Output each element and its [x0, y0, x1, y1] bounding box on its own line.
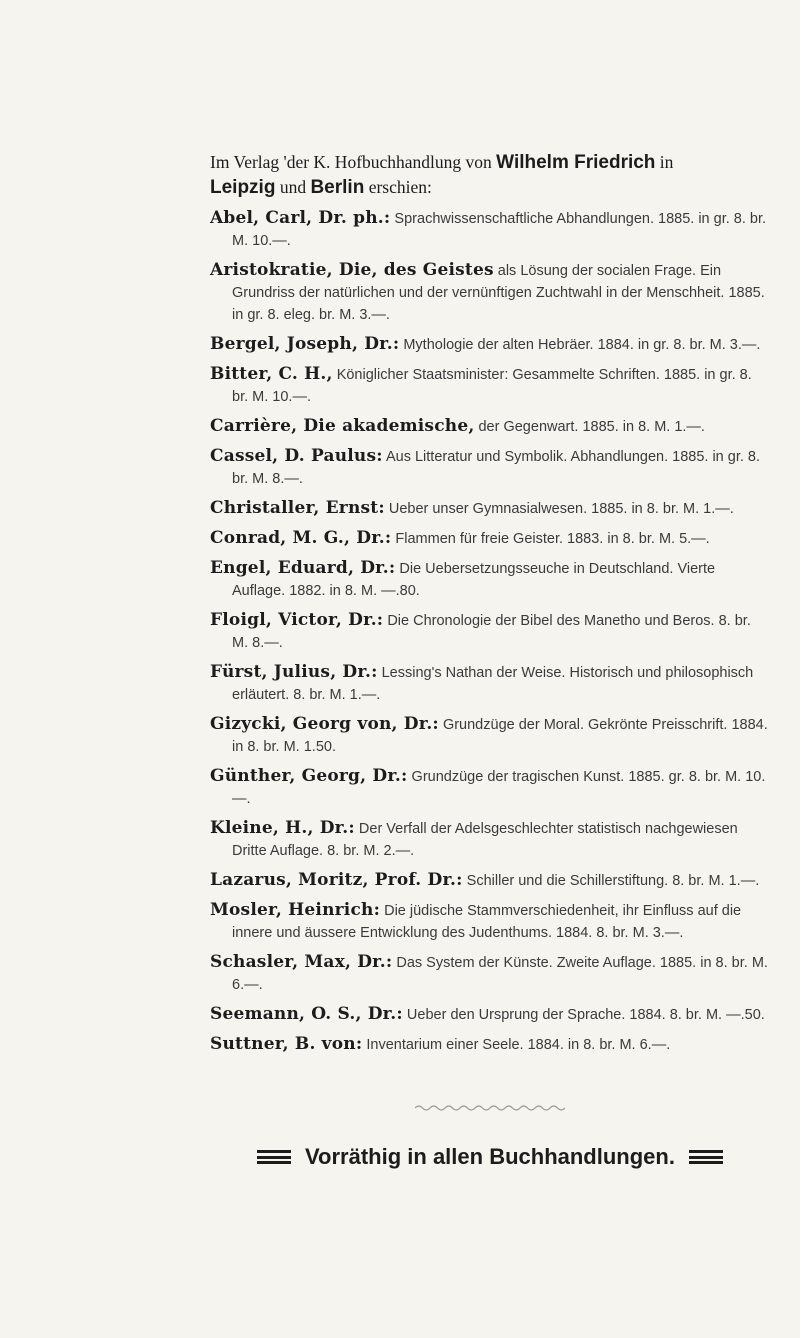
entry-description: Ueber den Ursprung der Sprache. 1884. 8. br. M. —.50. — [402, 1007, 765, 1023]
book-entry — [210, 528, 770, 550]
book-entry — [210, 558, 770, 602]
book-entry — [210, 662, 770, 706]
entry-description: Lessing's Nathan der Weise. Historisch und philosophisch erläutert. 8. br. M. 1.—. — [232, 665, 754, 703]
entry-description: Die Chronologie der Bibel des Manetho und Beros. 8. br. M. 8.—. — [232, 613, 751, 651]
triple-rule-right-icon — [689, 1150, 723, 1164]
entry-author: Seemann, O. S., Dr.: — [210, 1004, 403, 1024]
entry-author: Floigl, Victor, Dr.: — [210, 610, 384, 630]
triple-rule-left-icon — [257, 1150, 291, 1164]
availability-footer — [210, 1144, 770, 1170]
advertisement-page — [210, 150, 770, 1170]
book-entry — [210, 1004, 770, 1026]
entry-description: Inventarium einer Seele. 1884. in 8. br. M. 6.—. — [362, 1037, 671, 1053]
intro-suffix: erschien: — [364, 177, 432, 197]
book-entry — [210, 870, 770, 892]
entry-author: Kleine, H., Dr.: — [210, 818, 355, 838]
publisher-name: Wilhelm Friedrich — [496, 152, 656, 173]
entry-author: Lazarus, Moritz, Prof. Dr.: — [210, 870, 463, 890]
entry-author: Christaller, Ernst: — [210, 498, 385, 518]
entry-description: Flammen für freie Geister. 1883. in 8. br. M. 5.—. — [391, 531, 710, 547]
entry-author: Schasler, Max, Dr.: — [210, 952, 393, 972]
book-entry — [210, 208, 770, 252]
footer-text: Vorräthig in allen Buchhandlungen. — [305, 1144, 675, 1169]
intro-und: und — [275, 177, 311, 197]
entry-author: Suttner, B. von: — [210, 1034, 363, 1054]
entry-description: Königlicher Staatsminister: Gesammelte Schriften. 1885. in gr. 8. br. M. 10.—. — [232, 367, 752, 405]
book-list — [210, 208, 770, 1056]
publisher-intro — [210, 150, 770, 200]
entry-author: Fürst, Julius, Dr.: — [210, 662, 378, 682]
entry-author: Cassel, D. Paulus: — [210, 446, 383, 466]
entry-description: Die jüdische Stammverschiedenheit, ihr Einfluss auf die innere und äussere Entwicklung des Judenthums. 1884. 8. br. M. 3.—. — [232, 903, 742, 941]
intro-prefix: Im Verlag 'der K. Hofbuchhandlung von — [210, 152, 497, 172]
intro-in: in — [655, 152, 674, 172]
entry-description: Mythologie der alten Hebräer. 1884. in gr. 8. br. M. 3.—. — [399, 337, 761, 353]
city-leipzig: Leipzig — [210, 177, 276, 198]
entry-author: Mosler, Heinrich: — [210, 900, 381, 920]
entry-description: Grundzüge der tragischen Kunst. 1885. gr. 8. br. M. 10.—. — [232, 769, 766, 807]
entry-description: Das System der Künste. Zweite Auflage. 1885. in 8. br. M. 6.—. — [232, 955, 768, 993]
entry-description: Schiller und die Schillerstiftung. 8. br. M. 1.—. — [462, 873, 760, 889]
entry-author: Abel, Carl, Dr. ph.: — [210, 208, 391, 228]
entry-author: Bergel, Joseph, Dr.: — [210, 334, 400, 354]
entry-author: Engel, Eduard, Dr.: — [210, 558, 396, 578]
book-entry — [210, 610, 770, 654]
book-entry — [210, 900, 770, 944]
book-entry — [210, 818, 770, 862]
city-berlin: Berlin — [310, 177, 365, 198]
entry-author: Conrad, M. G., Dr.: — [210, 528, 392, 548]
book-entry — [210, 952, 770, 996]
wavy-divider — [210, 1100, 770, 1118]
entry-description: Die Uebersetzungsseuche in Deutschland. Vierte Auflage. 1882. in 8. M. —.80. — [232, 561, 716, 599]
entry-author: Günther, Georg, Dr.: — [210, 766, 408, 786]
entry-author: Carrière, Die akademische, — [210, 416, 475, 436]
entry-description: Der Verfall der Adelsgeschlechter statistisch nachgewiesen Dritte Auflage. 8. br. M. 2.—. — [232, 821, 738, 859]
entry-description: der Gegenwart. 1885. in 8. M. 1.—. — [474, 419, 705, 435]
book-entry — [210, 416, 770, 438]
entry-description: Sprachwissenschaftliche Abhandlungen. 1885. in gr. 8. br. M. 10.—. — [232, 211, 767, 249]
entry-description: als Lösung der socialen Frage. Ein Grundriss der natürlichen und der vernünftigen Zuchtwahl in der Menschheit. 1885. in gr. 8. eleg. br. M. 3.—. — [232, 263, 765, 323]
book-entry — [210, 1034, 770, 1056]
book-entry — [210, 334, 770, 356]
entry-description: Ueber unser Gymnasialwesen. 1885. in 8. br. M. 1.—. — [384, 501, 734, 517]
entry-author: Aristokratie, Die, des Geistes — [210, 260, 494, 280]
book-entry — [210, 766, 770, 810]
entry-author: Gizycki, Georg von, Dr.: — [210, 714, 439, 734]
wavy-line-icon — [415, 1103, 565, 1113]
book-entry — [210, 446, 770, 490]
book-entry — [210, 260, 770, 326]
entry-description: Aus Litteratur und Symbolik. Abhandlungen. 1885. in gr. 8. br. M. 8.—. — [232, 449, 761, 487]
book-entry — [210, 714, 770, 758]
book-entry — [210, 498, 770, 520]
book-entry — [210, 364, 770, 408]
entry-description: Grundzüge der Moral. Gekrönte Preisschrift. 1884. in 8. br. M. 1.50. — [232, 717, 768, 755]
entry-author: Bitter, C. H., — [210, 364, 333, 384]
